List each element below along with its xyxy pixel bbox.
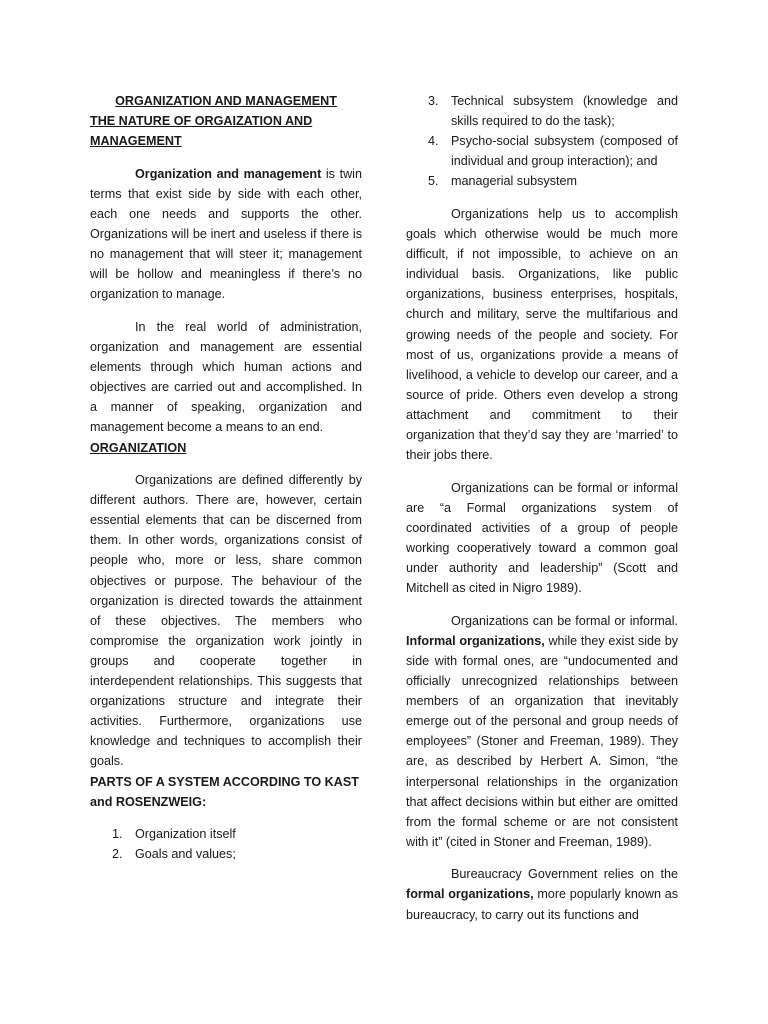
paragraph-bureaucracy bbox=[406, 864, 678, 924]
paragraph-definitions: Organizations are defined differently by different authors. There are, however, certain essential elements that can be discerned from them. In other words, organizations consist of people who, more or less, share common objectives or purpose. The behaviour of the organization is directed towards the attainment of these objectives. The members who compromise the organization work jointly in groups and cooperate together in interdependent relationships. This suggests that organizations structure and integrate their activities. Furthermore, organizations use knowledge and techniques to accomplish their goals. bbox=[90, 473, 362, 769]
paragraph-text: more popularly known as bureaucracy, to carry out its functions and bbox=[406, 887, 679, 922]
paragraph-text: is twin terms that exist side by side with each other, each one needs and supports the other. Organizations will be inert and useless if there is no management that will steer it; management will be hollow and meaningless if there’s no organization to manage. bbox=[90, 166, 362, 302]
paragraph-goals: Organizations help us to accomplish goals which otherwise would be much more difficult, if not impossible, to achieve on an individual basis. Organizations, like public organizations, business enterprises, hospitals, church and military, serve the multifarious and growing needs of the people and society. For most of us, organizations provide a means of livelihood, a vehicle to develop our career, and a source of pride. Others even develop a strong attachment and commitment to their organization that they’d say they are ‘married’ to their jobs there. bbox=[406, 206, 678, 463]
bold-term: Informal organizations, bbox=[406, 633, 545, 648]
list-item bbox=[406, 91, 678, 131]
section-heading-parts: PARTS OF A SYSTEM ACCORDING TO KAST and ROSENZWEIG: bbox=[90, 774, 359, 809]
list-text: Organization itself bbox=[135, 827, 236, 842]
list-number: 3. bbox=[428, 94, 439, 108]
paragraph-text: Bureaucracy Government relies on the bbox=[451, 867, 678, 882]
parts-list-left bbox=[90, 824, 362, 864]
bold-term: formal organizations, bbox=[406, 887, 534, 902]
paragraph-real-world: In the real world of administration, organization and management are essential elements through which human actions and objectives are carried out and accomplished. In a manner of speaking, organization and management become a means to an end. bbox=[90, 319, 362, 435]
list-text: Psycho-social subsystem (composed of individual and group interaction); and bbox=[451, 134, 678, 169]
list-item bbox=[90, 824, 362, 844]
document-title: ORGANIZATION AND MANAGEMENT bbox=[115, 94, 337, 108]
section-heading-nature: THE NATURE OF ORGAIZATION AND MANAGEMENT bbox=[90, 114, 313, 149]
right-column bbox=[406, 91, 678, 925]
bold-term: Organization and management bbox=[135, 166, 322, 181]
list-item bbox=[90, 844, 362, 864]
list-number: 4. bbox=[428, 134, 439, 149]
list-number: 5. bbox=[428, 174, 439, 189]
list-number: 2. bbox=[112, 847, 123, 862]
list-item bbox=[406, 171, 678, 191]
paragraph-informal bbox=[406, 611, 678, 852]
paragraph-org-management bbox=[90, 164, 362, 305]
paragraph-text: while they exist side by side with formal ones, are “undocumented and officially unrecognized relationships between members of an organization that inevitably emerge out of the personal and group needs of employees” (Stoner and Freeman, 1989). They are, as described by Herbert A. Simon, “the interpersonal relationships in the organization that affect decisions within but either are omitted from the formal scheme or are not consistent with it” (cited in Stoner and Freeman, 1989). bbox=[406, 633, 679, 849]
section-heading-organization: ORGANIZATION bbox=[90, 440, 187, 455]
list-text: managerial subsystem bbox=[451, 174, 577, 189]
list-number: 1. bbox=[112, 827, 123, 842]
paragraph-formal-definition: Organizations can be formal or informal are “a Formal organizations system of coordinated activities of a group of people working cooperatively toward a common goal under authority and leadership” (Scott and Mitchell as cited in Nigro 1989). bbox=[406, 480, 678, 596]
left-column bbox=[90, 91, 362, 864]
list-text: Technical subsystem (knowledge and skills required to do the task); bbox=[451, 94, 678, 129]
paragraph-text: Organizations can be formal or informal. bbox=[451, 613, 678, 628]
parts-list-right bbox=[406, 91, 678, 191]
list-text: Goals and values; bbox=[135, 847, 236, 862]
list-item bbox=[406, 131, 678, 171]
